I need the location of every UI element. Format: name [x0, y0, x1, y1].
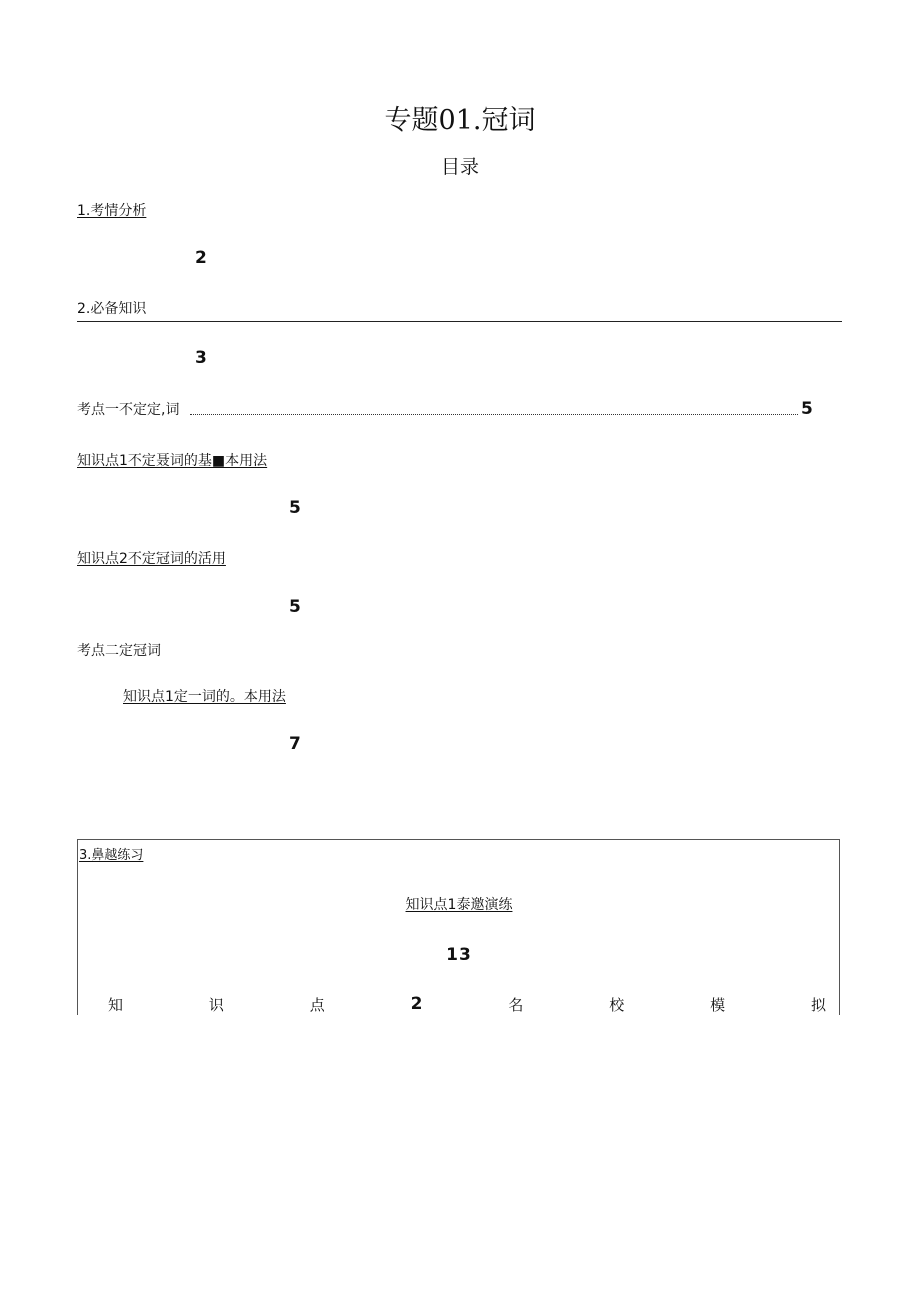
toc-page-indefinite-article: 5 [801, 399, 813, 419]
spread-char: 名 [508, 996, 524, 1014]
toc-dot-leader [190, 414, 798, 415]
toc-page-analysis: 2 [195, 248, 207, 268]
toc-entry-indefinite-basic[interactable]: 知识点1不定聂词的基■本用法 [77, 453, 268, 469]
toc-entry-practice-real-exam[interactable]: 知识点1泰邀演练 [405, 897, 513, 913]
spread-char: 点 [309, 996, 325, 1014]
toc-entry-analysis[interactable]: 1.考情分析 [77, 203, 147, 219]
spread-char: 校 [609, 996, 625, 1014]
practice-section-box [77, 839, 840, 1015]
spread-char: 模 [710, 996, 726, 1014]
toc-heading: 目录 [440, 156, 479, 178]
page-title: 专题01.冠词 [384, 105, 536, 136]
spread-char: 知 [108, 996, 124, 1014]
toc-entry-practice[interactable]: 3.鼻越练习 [79, 848, 144, 863]
toc-page-indefinite-basic: 5 [289, 498, 301, 518]
toc-entry-school-mock[interactable] [108, 994, 826, 1015]
toc-entry-definite-article[interactable]: 考点二定冠词 [77, 643, 161, 659]
toc-page-indefinite-flexible: 5 [289, 597, 301, 617]
toc-page-definite-basic: 7 [289, 734, 301, 754]
toc-entry-indefinite-article[interactable]: 考点一不定定,词 [77, 402, 180, 418]
spread-char: 识 [208, 996, 224, 1014]
toc-page-practice-real-exam: 13 [446, 945, 472, 965]
spread-char: 拟 [810, 996, 826, 1014]
toc-entry-definite-basic[interactable]: 知识点1定一词的。本用法 [123, 689, 286, 705]
toc-entry-knowledge[interactable]: 2.必备知识 [77, 301, 147, 317]
toc-page-knowledge: 3 [195, 348, 207, 368]
section-divider [77, 321, 842, 322]
toc-entry-indefinite-flexible[interactable]: 知识点2不定冠词的活用 [77, 551, 226, 567]
spread-char: 2 [410, 994, 423, 1014]
